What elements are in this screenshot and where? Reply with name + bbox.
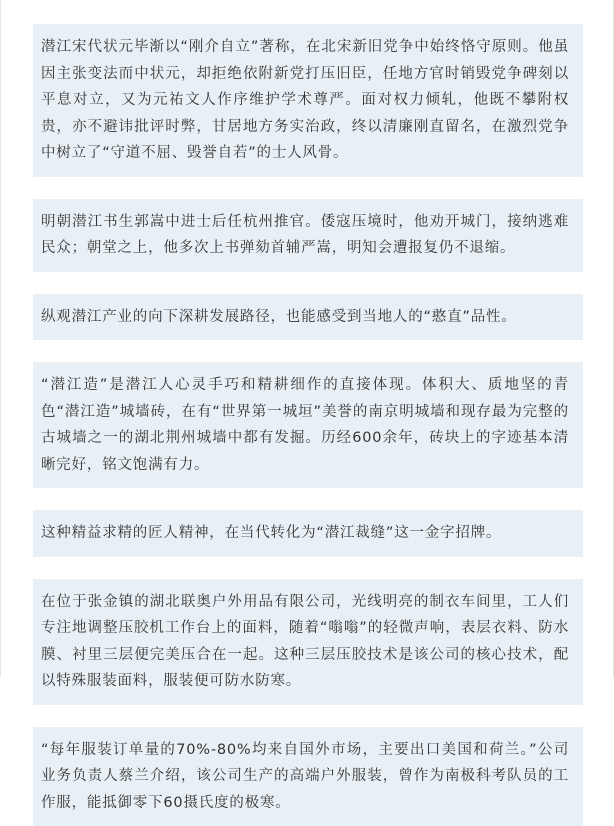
- paragraph-7: “每年服装订单量的70%-80%均来自国外市场，主要出口美国和荷兰。”公司业务负责人蔡兰介绍，该公司生产的高端户外服装，曾作为南极科考队员的工作服，能抵御零下60摄氏度的极寒。: [33, 727, 583, 826]
- paragraph-4: “潜江造”是潜江人心灵手巧和精耕细作的直接体现。体积大、质地坚的青色“潜江造”城墙砖，在有“世界第一城垣”美誉的南京明城墙和现存最为完整的古城墙之一的湖北荆州城墙中都有发掘。历经600余年，砖块上的字迹基本清晰完好，铭文饱满有力。: [33, 362, 583, 488]
- paragraph-gap: [33, 340, 583, 362]
- paragraph-gap: [33, 705, 583, 727]
- paragraph-2: 明朝潜江书生郭嵩中进士后任杭州推官。倭寇压境时，他劝开城门，接纳逃难民众；朝堂之上，他多次上书弹劾首辅严嵩，明知会遭报复仍不退缩。: [33, 199, 583, 272]
- paragraph-6: 在位于张金镇的湖北联奥户外用品有限公司，光线明亮的制衣车间里，工人们专注地调整压胶机工作台上的面料，随着“嗡嗡”的轻微声响，表层衣料、防水膜、衬里三层便完美压合在一起。这种三层压胶技术是该公司的核心技术，配以特殊服装面料，服装便可防水防寒。: [33, 579, 583, 705]
- paragraph-1: 潜江宋代状元毕渐以“刚介自立”著称，在北宋新旧党争中始终恪守原则。他虽因主张变法而中状元，却拒绝依附新党打压旧臣，任地方官时销毁党争碑刻以平息对立，又为元祐文人作序维护学术尊严。面对权力倾轧，他既不攀附权贵，亦不避讳批评时弊，甘居地方务实治政，终以清廉刚直留名，在激烈党争中树立了“守道不屈、毁誉自若”的士人风骨。: [33, 24, 583, 177]
- paragraph-gap: [33, 488, 583, 510]
- article-body: [33, 24, 583, 826]
- paragraph-5: 这种精益求精的匠人精神，在当代转化为“潜江裁缝”这一金字招牌。: [33, 510, 583, 557]
- paragraph-gap: [33, 557, 583, 579]
- paragraph-3: 纵观潜江产业的向下深耕发展路径，也能感受到当地人的“憨直”品性。: [33, 294, 583, 341]
- paragraph-gap: [33, 177, 583, 199]
- paragraph-gap: [33, 272, 583, 294]
